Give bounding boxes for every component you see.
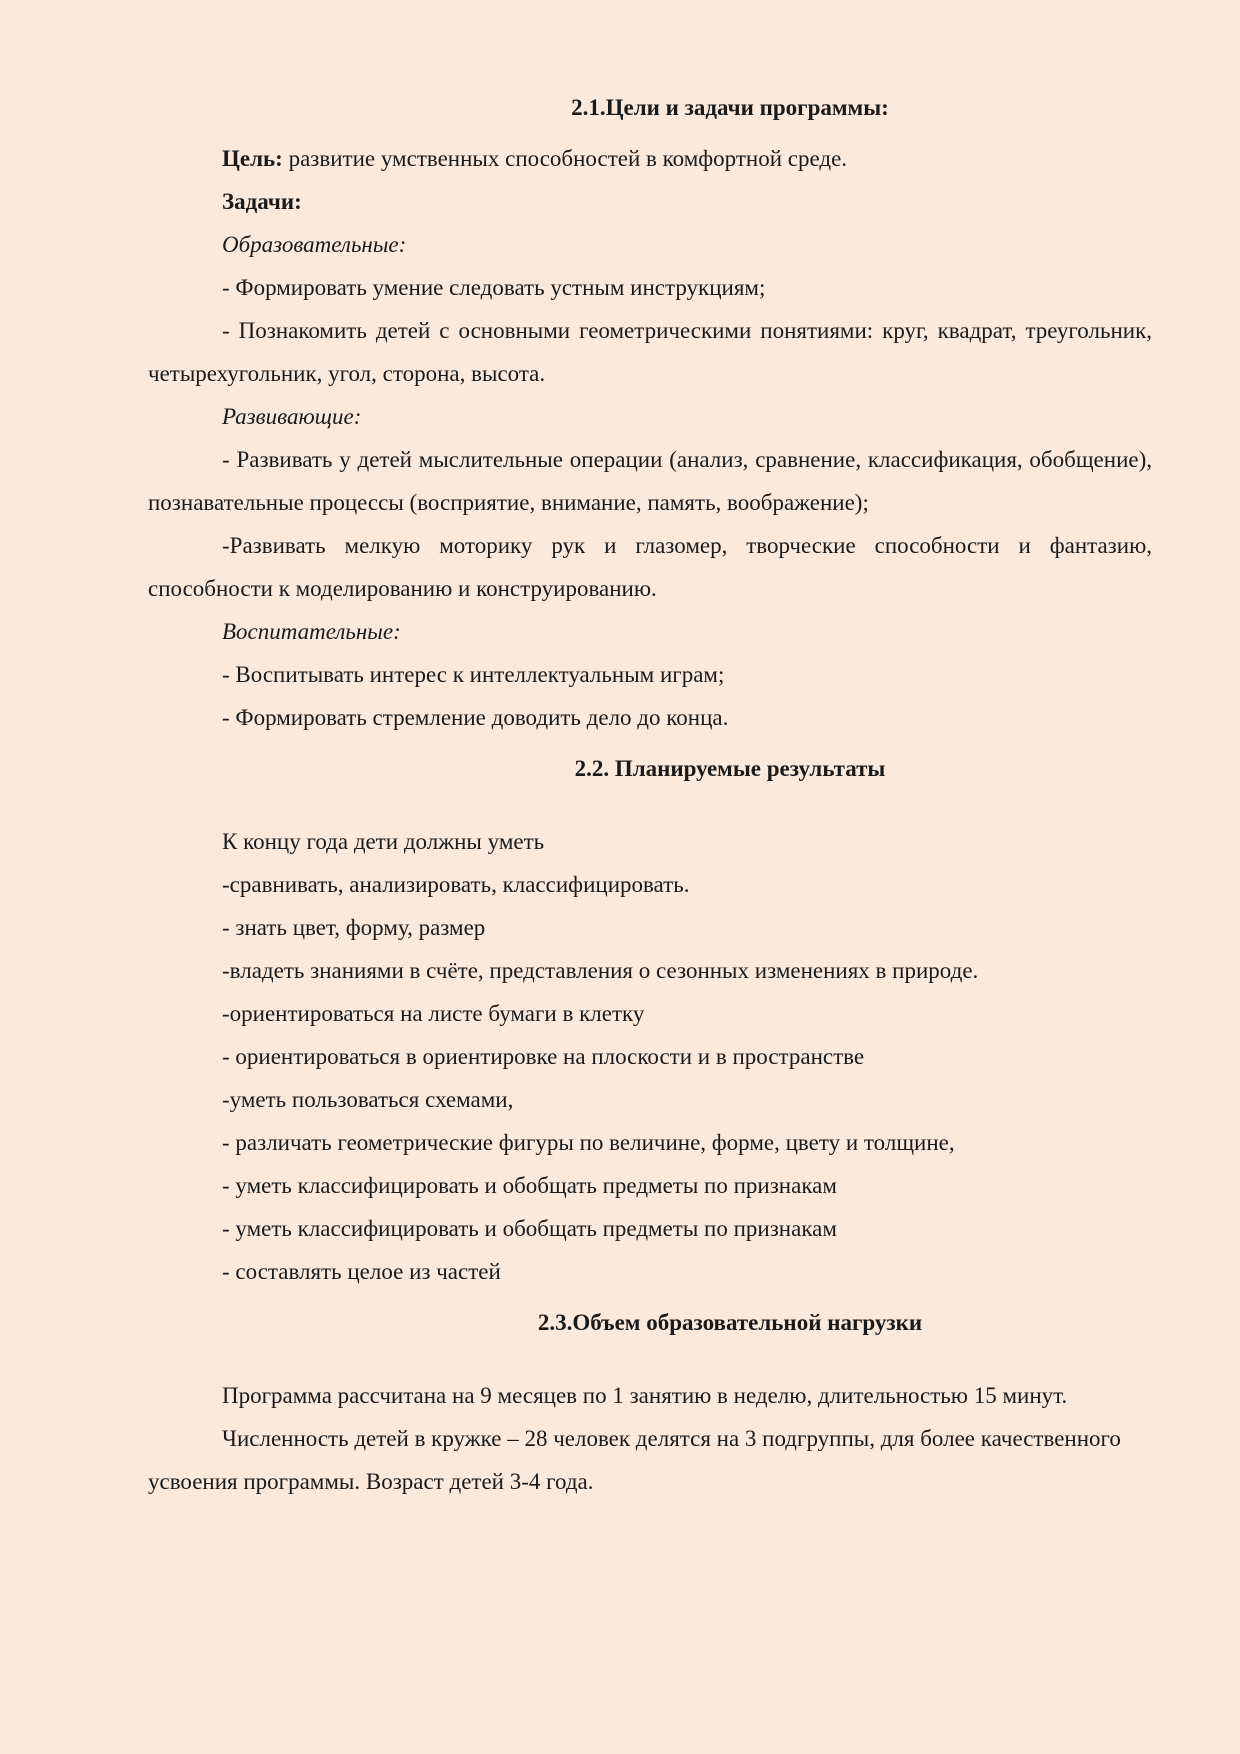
result-item: - знать цвет, форму, размер [222,915,486,940]
developing-label: Развивающие: [222,404,362,429]
upbringing-label: Воспитательные: [222,619,401,644]
educational-label: Образовательные: [222,232,407,257]
result-item: -уметь пользоваться схемами, [222,1087,514,1112]
goal-label: Цель: [222,146,283,171]
tasks-label: Задачи: [222,189,302,214]
developing-item: - Развивать у детей мыслительные операции (анализ, сравнение, классификация, обобщение), познавательные процессы (восприятие, внимание, память, воображение); [148,447,1152,515]
result-item: - уметь классифицировать и обобщать предметы по признакам [222,1173,837,1198]
result-item: -сравнивать, анализировать, классифицировать. [222,872,690,897]
result-item: - различать геометрические фигуры по величине, форме, цвету и толщине, [222,1130,955,1155]
result-item: - уметь классифицировать и обобщать предметы по признакам [222,1216,837,1241]
upbringing-item: - Формировать стремление доводить дело до конца. [222,705,729,730]
result-item: - ориентироваться в ориентировке на плоскости и в пространстве [222,1044,865,1069]
load-paragraph: Численность детей в кружке – 28 человек делятся на 3 подгруппы, для более качественного усвоения программы. Возраст детей 3-4 года. [148,1426,1121,1494]
section-heading-results: 2.2. Планируемые результаты [574,756,886,781]
result-item: -владеть знаниями в счёте, представления о сезонных изменениях в природе. [222,958,979,983]
developing-item: -Развивать мелкую моторику рук и глазомер, творческие способности и фантазию, способности к моделированию и конструированию. [148,533,1152,601]
document-content [148,86,1152,1503]
upbringing-item: - Воспитывать интерес к интеллектуальным играм; [222,662,725,687]
educational-item: - Познакомить детей с основными геометрическими понятиями: круг, квадрат, треугольник, четырехугольник, угол, сторона, высота. [148,318,1152,386]
educational-item: - Формировать умение следовать устным инструкциям; [222,275,766,300]
result-item: -ориентироваться на листе бумаги в клетку [222,1001,645,1026]
goal-text: развитие умственных способностей в комфортной среде. [282,146,848,171]
section-heading-load: 2.3.Объем образовательной нагрузки [537,1310,923,1335]
section-heading-goals: 2.1.Цели и задачи программы: [571,95,889,120]
results-intro: К концу года дети должны уметь [222,829,545,854]
load-paragraph: Программа рассчитана на 9 месяцев по 1 занятию в неделю, длительностью 15 минут. [222,1383,1068,1408]
result-item: - составлять целое из частей [222,1259,501,1284]
goal-paragraph [148,137,1152,180]
